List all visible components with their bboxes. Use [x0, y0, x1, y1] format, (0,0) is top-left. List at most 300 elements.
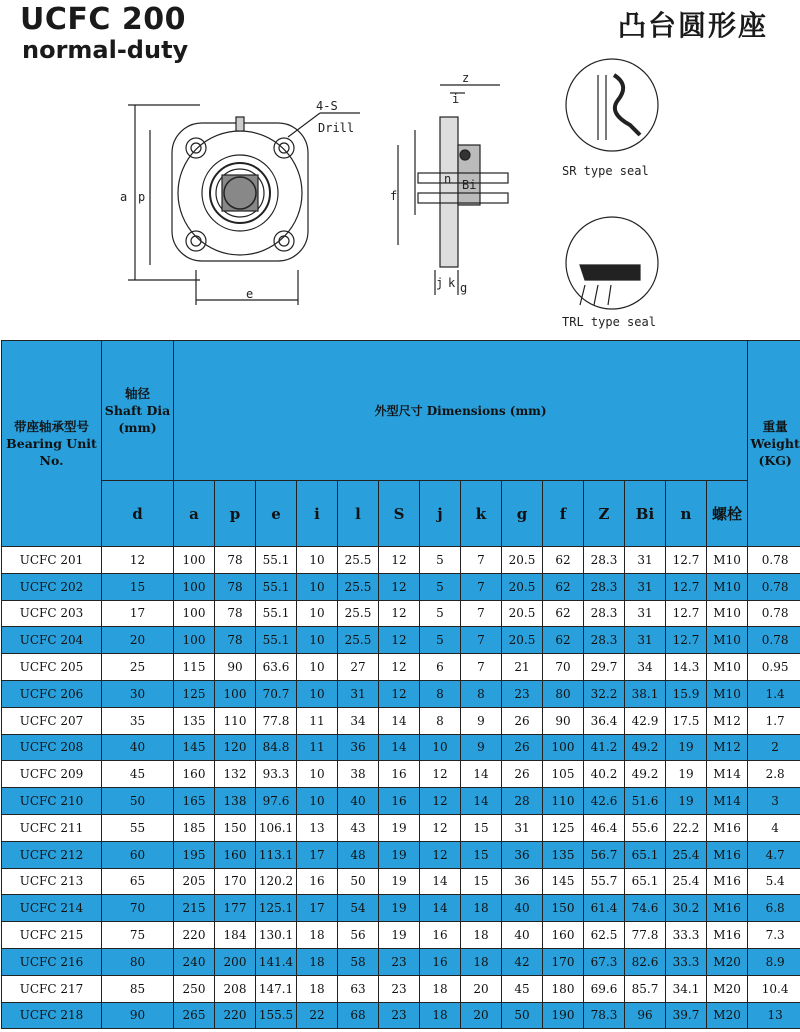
table-cell: 20.5	[502, 573, 543, 600]
table-cell: 23	[379, 1002, 420, 1029]
table-cell: 14	[420, 895, 461, 922]
table-cell: 78	[215, 573, 256, 600]
table-cell: M10	[707, 547, 748, 574]
table-cell: M20	[707, 948, 748, 975]
table-cell: 200	[215, 948, 256, 975]
spec-table-body	[2, 547, 800, 1029]
table-cell: 12	[379, 547, 420, 574]
bearing-unit-cell: UCFC 217	[2, 975, 102, 1002]
label-drill: 4-S	[316, 99, 338, 113]
header-dimensions: 外型尺寸 Dimensions (mm)	[174, 341, 748, 481]
table-cell: 12.7	[666, 573, 707, 600]
table-cell: 160	[174, 761, 215, 788]
table-cell: 25	[102, 654, 174, 681]
page-subtitle: normal-duty	[22, 36, 189, 64]
table-row	[2, 814, 800, 841]
table-cell: M10	[707, 680, 748, 707]
table-cell: 16	[420, 922, 461, 949]
table-cell: 36	[338, 734, 379, 761]
front-view	[128, 105, 360, 305]
table-cell: 25.5	[338, 600, 379, 627]
table-cell: 16	[420, 948, 461, 975]
table-cell: 40	[502, 922, 543, 949]
table-cell: 33.3	[666, 948, 707, 975]
table-cell: 38	[338, 761, 379, 788]
table-cell: 105	[543, 761, 584, 788]
label-e: e	[246, 287, 254, 301]
label-n: n	[444, 172, 452, 186]
table-cell: 42.9	[625, 707, 666, 734]
table-cell: 5	[420, 600, 461, 627]
column-header: Z	[584, 481, 625, 547]
table-cell: 12	[379, 654, 420, 681]
table-cell: 10	[297, 547, 338, 574]
table-cell: 7	[461, 573, 502, 600]
table-cell: 23	[379, 975, 420, 1002]
table-row	[2, 600, 800, 627]
table-cell: M10	[707, 654, 748, 681]
table-cell: 20	[102, 627, 174, 654]
table-cell: 12	[420, 814, 461, 841]
table-cell: 41.2	[584, 734, 625, 761]
table-cell: 22	[297, 1002, 338, 1029]
table-cell: 150	[215, 814, 256, 841]
bearing-unit-cell: UCFC 210	[2, 788, 102, 815]
bearing-unit-cell: UCFC 209	[2, 761, 102, 788]
table-cell: 56	[338, 922, 379, 949]
table-cell: 19	[666, 734, 707, 761]
header-weight-unit: (KG)	[758, 453, 792, 468]
table-cell: 93.3	[256, 761, 297, 788]
table-cell: 28	[502, 788, 543, 815]
table-cell: 31	[625, 547, 666, 574]
table-cell: 29.7	[584, 654, 625, 681]
table-cell: 10	[297, 600, 338, 627]
table-cell: M16	[707, 814, 748, 841]
table-row	[2, 707, 800, 734]
table-cell: 7	[461, 627, 502, 654]
table-cell: M10	[707, 627, 748, 654]
table-cell: 31	[625, 573, 666, 600]
table-cell: 18	[461, 948, 502, 975]
table-cell: 90	[215, 654, 256, 681]
bearing-unit-cell: UCFC 213	[2, 868, 102, 895]
table-cell: 10	[297, 573, 338, 600]
table-cell: 205	[174, 868, 215, 895]
table-cell: 150	[543, 895, 584, 922]
table-cell: 8.9	[748, 948, 800, 975]
column-header: p	[215, 481, 256, 547]
trl-seal-label: TRL type seal	[562, 315, 656, 329]
table-row	[2, 654, 800, 681]
table-cell: M12	[707, 734, 748, 761]
column-header-row	[2, 481, 800, 547]
table-row	[2, 788, 800, 815]
table-cell: 12.7	[666, 627, 707, 654]
table-cell: 7.3	[748, 922, 800, 949]
table-cell: 145	[174, 734, 215, 761]
column-header: e	[256, 481, 297, 547]
table-cell: 75	[102, 922, 174, 949]
table-cell: 15	[102, 573, 174, 600]
table-cell: 160	[215, 841, 256, 868]
table-cell: 77.8	[256, 707, 297, 734]
table-cell: 6	[420, 654, 461, 681]
table-cell: 155.5	[256, 1002, 297, 1029]
table-cell: 43	[338, 814, 379, 841]
table-cell: 10	[297, 788, 338, 815]
table-cell: 58	[338, 948, 379, 975]
table-cell: 100	[174, 627, 215, 654]
table-cell: 17	[102, 600, 174, 627]
table-cell: 170	[543, 948, 584, 975]
table-cell: 55.1	[256, 600, 297, 627]
column-header: j	[420, 481, 461, 547]
table-cell: 16	[379, 761, 420, 788]
table-cell: 18	[420, 1002, 461, 1029]
table-cell: 3	[748, 788, 800, 815]
header-weight-en: Weight	[750, 436, 800, 451]
table-cell: 145	[543, 868, 584, 895]
table-cell: 34	[338, 707, 379, 734]
label-g: g	[460, 281, 468, 295]
label-a: a	[120, 190, 128, 204]
table-cell: 106.1	[256, 814, 297, 841]
table-cell: 68	[338, 1002, 379, 1029]
table-cell: 56.7	[584, 841, 625, 868]
table-cell: 34	[625, 654, 666, 681]
table-cell: 35	[102, 707, 174, 734]
table-cell: 19	[666, 788, 707, 815]
table-cell: 82.6	[625, 948, 666, 975]
table-cell: 65.1	[625, 841, 666, 868]
table-cell: 74.6	[625, 895, 666, 922]
table-cell: 42.6	[584, 788, 625, 815]
table-row	[2, 1002, 800, 1029]
table-cell: 18	[461, 922, 502, 949]
table-cell: 0.78	[748, 547, 800, 574]
column-header: a	[174, 481, 215, 547]
table-cell: 16	[379, 788, 420, 815]
table-cell: 30.2	[666, 895, 707, 922]
table-cell: 15	[461, 841, 502, 868]
header-shaft-cn: 轴径	[124, 386, 150, 401]
table-cell: 100	[174, 573, 215, 600]
table-cell: 125	[174, 680, 215, 707]
label-i: i	[452, 92, 460, 106]
table-cell: 7	[461, 547, 502, 574]
table-cell: 27	[338, 654, 379, 681]
table-cell: 12.7	[666, 547, 707, 574]
table-cell: 12	[379, 680, 420, 707]
table-cell: 180	[543, 975, 584, 1002]
table-cell: 250	[174, 975, 215, 1002]
table-cell: 14	[461, 788, 502, 815]
table-cell: 97.6	[256, 788, 297, 815]
table-cell: 20.5	[502, 547, 543, 574]
table-cell: 23	[502, 680, 543, 707]
sr-seal-icon	[566, 59, 658, 151]
table-cell: 113.1	[256, 841, 297, 868]
table-cell: 14.3	[666, 654, 707, 681]
table-cell: M20	[707, 975, 748, 1002]
table-cell: 19	[379, 868, 420, 895]
table-cell: 18	[420, 975, 461, 1002]
table-row	[2, 895, 800, 922]
table-cell: 55.6	[625, 814, 666, 841]
table-cell: 5.4	[748, 868, 800, 895]
table-cell: 70.7	[256, 680, 297, 707]
table-cell: 11	[297, 707, 338, 734]
table-cell: 130.1	[256, 922, 297, 949]
table-cell: 12	[379, 600, 420, 627]
table-cell: 96	[625, 1002, 666, 1029]
table-cell: 31	[625, 600, 666, 627]
page-title-cn: 凸台圆形座	[617, 9, 768, 42]
table-cell: 36.4	[584, 707, 625, 734]
table-cell: M16	[707, 841, 748, 868]
sr-seal-label: SR type seal	[562, 164, 649, 178]
table-cell: 26	[502, 707, 543, 734]
bearing-unit-cell: UCFC 211	[2, 814, 102, 841]
table-cell: 10	[420, 734, 461, 761]
table-cell: 55.7	[584, 868, 625, 895]
table-cell: 2	[748, 734, 800, 761]
table-cell: 215	[174, 895, 215, 922]
bearing-unit-cell: UCFC 212	[2, 841, 102, 868]
table-cell: 21	[502, 654, 543, 681]
header-shaft-dia	[102, 341, 174, 481]
table-cell: M10	[707, 600, 748, 627]
table-cell: 23	[379, 948, 420, 975]
table-cell: 0.95	[748, 654, 800, 681]
table-cell: 90	[102, 1002, 174, 1029]
table-cell: 14	[379, 734, 420, 761]
table-cell: 19	[666, 761, 707, 788]
table-cell: 120.2	[256, 868, 297, 895]
table-cell: 15	[461, 868, 502, 895]
header-bearing-unit	[2, 341, 102, 547]
column-header: f	[543, 481, 584, 547]
table-cell: 190	[543, 1002, 584, 1029]
table-cell: 100	[215, 680, 256, 707]
label-p: p	[138, 190, 146, 204]
table-cell: 78	[215, 627, 256, 654]
table-cell: 185	[174, 814, 215, 841]
column-header: k	[461, 481, 502, 547]
column-header: S	[379, 481, 420, 547]
table-cell: 12	[420, 788, 461, 815]
table-cell: 90	[543, 707, 584, 734]
table-row	[2, 761, 800, 788]
table-cell: 19	[379, 841, 420, 868]
table-cell: 54	[338, 895, 379, 922]
table-cell: 5	[420, 547, 461, 574]
header-unit-no: No.	[39, 453, 64, 468]
table-row	[2, 868, 800, 895]
table-cell: 62	[543, 600, 584, 627]
table-cell: 78	[215, 547, 256, 574]
header-unit-en: Bearing Unit	[6, 436, 97, 451]
table-cell: 84.8	[256, 734, 297, 761]
label-bi: Bi	[462, 178, 477, 192]
label-j: j	[436, 276, 444, 290]
label-k: k	[448, 276, 456, 290]
table-cell: 125.1	[256, 895, 297, 922]
table-cell: 18	[461, 895, 502, 922]
table-cell: 12	[102, 547, 174, 574]
table-cell: 36	[502, 841, 543, 868]
table-cell: 12	[379, 627, 420, 654]
table-cell: 9	[461, 734, 502, 761]
table-cell: 100	[174, 547, 215, 574]
table-cell: 32.2	[584, 680, 625, 707]
table-cell: 45	[102, 761, 174, 788]
table-cell: 120	[215, 734, 256, 761]
table-cell: 31	[502, 814, 543, 841]
table-cell: 63.6	[256, 654, 297, 681]
table-cell: 49.2	[625, 761, 666, 788]
table-row	[2, 627, 800, 654]
table-cell: 85.7	[625, 975, 666, 1002]
table-cell: 13	[748, 1002, 800, 1029]
table-cell: 22.2	[666, 814, 707, 841]
table-cell: 2.8	[748, 761, 800, 788]
table-cell: 10.4	[748, 975, 800, 1002]
table-cell: 12	[379, 573, 420, 600]
table-cell: 7	[461, 600, 502, 627]
table-cell: 69.6	[584, 975, 625, 1002]
table-cell: M20	[707, 1002, 748, 1029]
column-header: n	[666, 481, 707, 547]
side-view	[398, 85, 508, 295]
table-cell: 25.4	[666, 868, 707, 895]
table-cell: 67.3	[584, 948, 625, 975]
table-cell: 20	[461, 1002, 502, 1029]
table-cell: 184	[215, 922, 256, 949]
bearing-unit-cell: UCFC 216	[2, 948, 102, 975]
table-row	[2, 734, 800, 761]
table-cell: 36	[502, 868, 543, 895]
table-cell: 18	[297, 922, 338, 949]
table-cell: 40	[338, 788, 379, 815]
table-row	[2, 547, 800, 574]
table-cell: 26	[502, 761, 543, 788]
table-cell: 147.1	[256, 975, 297, 1002]
table-cell: 46.4	[584, 814, 625, 841]
table-cell: 60	[102, 841, 174, 868]
bearing-unit-cell: UCFC 205	[2, 654, 102, 681]
table-cell: 78	[215, 600, 256, 627]
table-cell: 80	[102, 948, 174, 975]
column-header: 螺栓	[707, 481, 748, 547]
table-cell: 49.2	[625, 734, 666, 761]
table-cell: 39.7	[666, 1002, 707, 1029]
table-cell: 15.9	[666, 680, 707, 707]
table-cell: 110	[543, 788, 584, 815]
table-cell: 25.5	[338, 547, 379, 574]
bearing-unit-cell: UCFC 202	[2, 573, 102, 600]
table-cell: 62.5	[584, 922, 625, 949]
table-cell: 141.4	[256, 948, 297, 975]
column-header: Bi	[625, 481, 666, 547]
table-cell: 10	[297, 654, 338, 681]
table-cell: 138	[215, 788, 256, 815]
table-cell: 0.78	[748, 600, 800, 627]
table-cell: 115	[174, 654, 215, 681]
table-cell: 8	[420, 707, 461, 734]
table-row	[2, 680, 800, 707]
header-shaft-unit: (mm)	[118, 420, 157, 435]
bearing-unit-cell: UCFC 208	[2, 734, 102, 761]
table-cell: 1.4	[748, 680, 800, 707]
table-cell: 5	[420, 573, 461, 600]
table-cell: 62	[543, 627, 584, 654]
column-header: g	[502, 481, 543, 547]
table-cell: M12	[707, 707, 748, 734]
table-cell: 160	[543, 922, 584, 949]
table-row	[2, 841, 800, 868]
table-row	[2, 948, 800, 975]
table-cell: 38.1	[625, 680, 666, 707]
table-cell: 55	[102, 814, 174, 841]
table-cell: 48	[338, 841, 379, 868]
table-cell: 28.3	[584, 600, 625, 627]
table-cell: 31	[338, 680, 379, 707]
table-cell: 18	[297, 948, 338, 975]
header-weight	[748, 341, 800, 547]
table-cell: 61.4	[584, 895, 625, 922]
table-cell: M16	[707, 922, 748, 949]
table-cell: 19	[379, 922, 420, 949]
table-cell: 28.3	[584, 627, 625, 654]
table-row	[2, 573, 800, 600]
table-cell: 25.4	[666, 841, 707, 868]
table-cell: 65	[102, 868, 174, 895]
table-cell: 17	[297, 841, 338, 868]
bearing-unit-cell: UCFC 201	[2, 547, 102, 574]
table-cell: 34.1	[666, 975, 707, 1002]
table-cell: 50	[338, 868, 379, 895]
table-cell: 8	[461, 680, 502, 707]
table-cell: 1.7	[748, 707, 800, 734]
table-cell: 30	[102, 680, 174, 707]
table-cell: 40	[502, 895, 543, 922]
bearing-unit-cell: UCFC 207	[2, 707, 102, 734]
table-cell: 6.8	[748, 895, 800, 922]
table-cell: M10	[707, 573, 748, 600]
page-title: UCFC 200	[20, 2, 186, 37]
table-cell: 14	[420, 868, 461, 895]
label-z: z	[462, 71, 470, 85]
table-cell: 10	[297, 680, 338, 707]
table-cell: 177	[215, 895, 256, 922]
table-cell: 110	[215, 707, 256, 734]
table-cell: 51.6	[625, 788, 666, 815]
table-cell: 12.7	[666, 600, 707, 627]
table-cell: 40.2	[584, 761, 625, 788]
label-drill-sub: Drill	[318, 121, 355, 135]
column-header: i	[297, 481, 338, 547]
table-cell: 16	[297, 868, 338, 895]
table-cell: 132	[215, 761, 256, 788]
table-cell: M14	[707, 761, 748, 788]
table-cell: 220	[174, 922, 215, 949]
table-cell: 25.5	[338, 627, 379, 654]
table-cell: 0.78	[748, 573, 800, 600]
table-cell: 18	[297, 975, 338, 1002]
table-cell: 10	[297, 761, 338, 788]
